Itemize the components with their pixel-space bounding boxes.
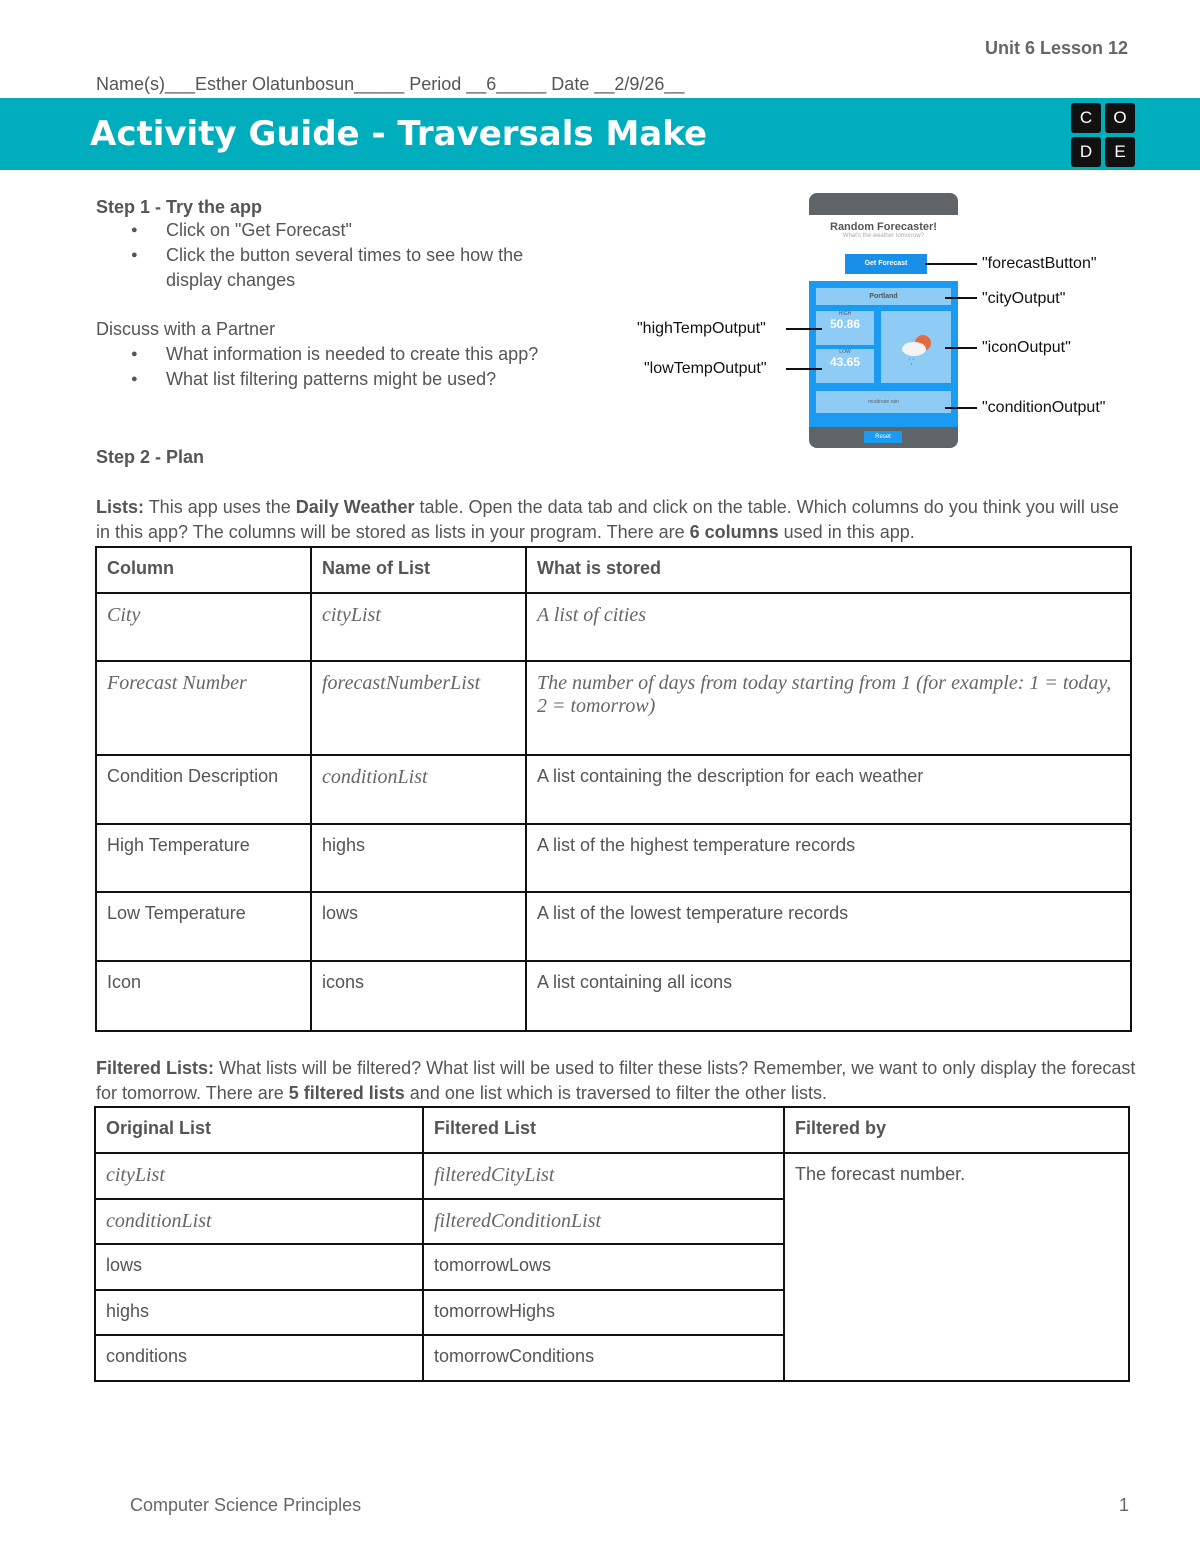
cell[interactable]: highs (95, 1290, 423, 1335)
label-city-output: "cityOutput" (982, 290, 1066, 307)
cell[interactable]: The number of days from today starting from 1 (for example: 1 = today, 2 = tomorrow) (526, 661, 1131, 755)
cell[interactable]: tomorrowLows (423, 1244, 784, 1290)
table-row (96, 824, 1131, 892)
footer-text: Computer Science Principles (130, 1495, 362, 1515)
logo-letter: E (1105, 137, 1135, 167)
cell[interactable]: A list of the lowest temperature records (526, 892, 1131, 961)
lists-instructions (96, 495, 1136, 545)
filtered-lists-table (94, 1106, 1130, 1382)
col-header: Name of List (311, 547, 526, 593)
discuss-bullet: ● What information is needed to create this app? (96, 342, 616, 367)
app-title: Random Forecaster! (830, 221, 937, 233)
cell[interactable]: A list of the highest temperature records (526, 824, 1131, 892)
lists-table (95, 546, 1132, 1032)
high-value: 50.86 (829, 317, 861, 331)
condition-output: moderate rain (816, 391, 951, 413)
unit-label: Unit 6 Lesson 12 (984, 38, 1128, 58)
filtered-instructions (96, 1056, 1136, 1106)
cell[interactable]: highs (311, 824, 526, 892)
cell[interactable]: cityList (311, 593, 526, 661)
low-label: LOW (839, 349, 851, 355)
city-output: Portland (816, 288, 951, 305)
label-low-temp-output: "lowTempOutput" (644, 360, 767, 377)
logo-letter: O (1105, 103, 1135, 133)
text: What lists will be filtered? What list will be used to filter these lists? Remember, we want to only display the forecast for tomorrow. There are (96, 1058, 1136, 1103)
label-forecast-button: "forecastButton" (982, 255, 1097, 272)
get-forecast-button[interactable]: Get Forecast (845, 254, 927, 274)
app-subtitle: What's the weather tomorrow? (842, 233, 925, 239)
table-row (96, 892, 1131, 961)
step1-bullet: ● Click on "Get Forecast" (96, 218, 616, 243)
cell[interactable]: cityList (95, 1153, 423, 1199)
arrow (945, 347, 977, 349)
cell[interactable]: A list containing the description for each weather (526, 755, 1131, 824)
filtered-label: Filtered Lists: (96, 1058, 215, 1078)
svg-text:ʼ,ʼ: ʼ,ʼ (909, 359, 915, 366)
cell[interactable]: Icon (96, 961, 311, 1031)
text: Daily Weather (295, 497, 415, 517)
table-row (96, 755, 1131, 824)
cell[interactable]: conditions (95, 1335, 423, 1381)
step1-section (96, 197, 616, 392)
cell[interactable]: filteredCityList (423, 1153, 784, 1199)
code-logo (1071, 103, 1135, 167)
table-row (96, 961, 1131, 1031)
cell[interactable]: Low Temperature (96, 892, 311, 961)
page-number: 1 (1119, 1495, 1130, 1515)
cell[interactable]: lows (95, 1244, 423, 1290)
text: and one list which is traversed to filter the other lists. (404, 1083, 827, 1103)
icon-output (881, 311, 951, 383)
text: used in this app. (778, 522, 915, 542)
cell[interactable]: conditionList (311, 755, 526, 824)
high-temp-output (816, 311, 874, 345)
arrow (786, 328, 822, 330)
cell[interactable]: filteredConditionList (423, 1199, 784, 1244)
col-header: Filtered by (784, 1107, 1129, 1153)
cell[interactable]: icons (311, 961, 526, 1031)
col-header: Original List (95, 1107, 423, 1153)
cell[interactable]: A list containing all icons (526, 961, 1131, 1031)
weather-rain-icon (881, 311, 951, 383)
arrow (925, 263, 977, 265)
step2-heading: Step 2 - Plan (96, 447, 205, 467)
table-row (96, 661, 1131, 755)
cell[interactable]: A list of cities (526, 593, 1131, 661)
app-header (809, 215, 958, 281)
cell[interactable]: forecastNumberList (311, 661, 526, 755)
high-label: HIGH (838, 311, 852, 317)
text: table. Open the data tab and click on the table. Which columns do you think you will use in this app? The columns will be stored as lists in your program. There are (96, 497, 1119, 542)
arrow (786, 368, 822, 370)
label-condition-output: "conditionOutput" (982, 399, 1106, 416)
cell[interactable]: Forecast Number (96, 661, 311, 755)
col-header: What is stored (526, 547, 1131, 593)
filtered-by-cell[interactable]: The forecast number. (784, 1153, 1129, 1381)
arrow (945, 297, 977, 299)
cell[interactable]: conditionList (95, 1199, 423, 1244)
col-header: Filtered List (423, 1107, 784, 1153)
cell[interactable]: Condition Description (96, 755, 311, 824)
cell[interactable]: tomorrowHighs (423, 1290, 784, 1335)
cell[interactable]: City (96, 593, 311, 661)
table-row (96, 593, 1131, 661)
cell[interactable]: lows (311, 892, 526, 961)
text: 5 filtered lists (288, 1083, 405, 1103)
page-title: Activity Guide - Traversals Make (90, 114, 707, 154)
step1-bullet: ● Click the button several times to see how the display changes (96, 243, 566, 293)
logo-letter: C (1071, 103, 1101, 133)
low-temp-output (816, 349, 874, 383)
logo-letter: D (1071, 137, 1101, 167)
text: 6 columns (689, 522, 779, 542)
discuss-bullet: ● What list filtering patterns might be used? (96, 367, 616, 392)
step1-heading: Step 1 - Try the app (96, 197, 263, 217)
reset-button[interactable]: Reset (864, 431, 902, 443)
low-value: 43.65 (829, 355, 861, 369)
table-row (95, 1153, 1129, 1199)
cell[interactable]: High Temperature (96, 824, 311, 892)
arrow (945, 407, 977, 409)
app-output-area (809, 281, 958, 427)
app-screenshot (809, 193, 958, 448)
label-high-temp-output: "highTempOutput" (637, 320, 766, 337)
discuss-heading: Discuss with a Partner (96, 319, 276, 339)
name-period-date-line: Name(s)___Esther Olatunbosun_____ Period __6_____ Date __2/9/26__ (96, 74, 685, 94)
text: This app uses the (144, 497, 296, 517)
col-header: Column (96, 547, 311, 593)
lists-label: Lists: (96, 497, 145, 517)
label-icon-output: "iconOutput" (982, 339, 1071, 356)
cell[interactable]: tomorrowConditions (423, 1335, 784, 1381)
